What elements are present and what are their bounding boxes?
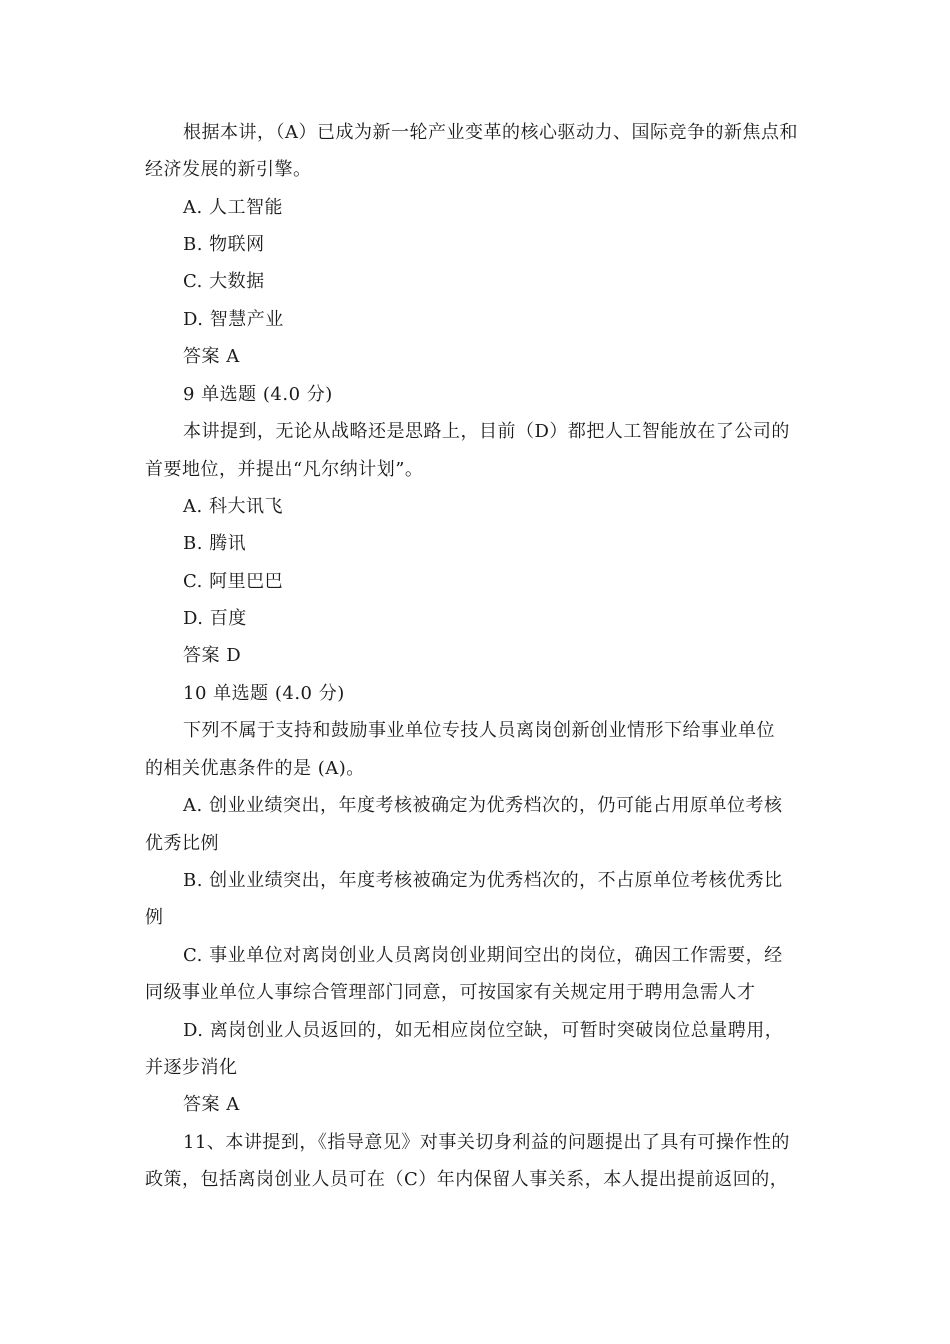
text-line-q10-stem-2: 的相关优惠条件的是 (A)。	[145, 758, 365, 779]
text-line-q10-opt-c-2: 同级事业单位人事综合管理部门同意，可按国家有关规定用于聘用急需人才	[145, 982, 756, 1003]
text-line-q8-opt-d: D. 智慧产业	[183, 309, 284, 330]
text-line-q10-opt-b-2: 例	[145, 907, 164, 928]
text-line-q9-opt-b: B. 腾讯	[183, 533, 247, 554]
text-line-q10-opt-b-1: B. 创业业绩突出，年度考核被确定为优秀档次的，不占原单位考核优秀比	[183, 870, 783, 891]
text-line-q8-opt-c: C. 大数据	[183, 271, 265, 292]
text-line-q9-opt-c: C. 阿里巴巴	[183, 571, 284, 592]
text-line-q10-opt-d-2: 并逐步消化	[145, 1057, 238, 1078]
text-line-q9-opt-d: D. 百度	[183, 608, 247, 629]
text-line-q9-stem-2: 首要地位，并提出“凡尔纳计划”。	[145, 459, 424, 480]
text-line-q9-stem-1: 本讲提到，无论从战略还是思路上，目前（D）都把人工智能放在了公司的	[183, 421, 790, 442]
text-line-q8-opt-b: B. 物联网	[183, 234, 265, 255]
text-line-q8-answer: 答案 A	[183, 346, 240, 367]
text-line-q10-opt-a-1: A. 创业业绩突出，年度考核被确定为优秀档次的，仍可能占用原单位考核	[183, 795, 783, 816]
text-line-q9-header: 9 单选题 (4.0 分)	[183, 384, 333, 405]
text-line-q10-opt-d-1: D. 离岗创业人员返回的，如无相应岗位空缺，可暂时突破岗位总量聘用，	[183, 1020, 784, 1041]
text-line-q10-answer: 答案 A	[183, 1094, 240, 1115]
text-line-q9-answer: 答案 D	[183, 645, 242, 666]
text-line-q8-opt-a: A. 人工智能	[183, 197, 283, 218]
text-line-q10-header: 10 单选题 (4.0 分)	[183, 683, 345, 704]
text-line-q8-stem-1: 根据本讲，（A）已成为新一轮产业变革的核心驱动力、国际竞争的新焦点和	[183, 122, 798, 143]
text-line-q10-stem-1: 下列不属于支持和鼓励事业单位专技人员离岗创新创业情形下给事业单位	[183, 720, 775, 741]
text-line-q11-stem-1: 11、本讲提到，《指导意见》对事关切身利益的问题提出了具有可操作性的	[183, 1132, 790, 1153]
text-line-q11-stem-2: 政策，包括离岗创业人员可在（C）年内保留人事关系，本人提出提前返回的，	[145, 1169, 789, 1190]
text-line-q10-opt-a-2: 优秀比例	[145, 833, 219, 854]
text-line-q9-opt-a: A. 科大讯飞	[183, 496, 283, 517]
text-line-q8-stem-2: 经济发展的新引擎。	[145, 159, 312, 180]
text-line-q10-opt-c-1: C. 事业单位对离岗创业人员离岗创业期间空出的岗位，确因工作需要，经	[183, 945, 783, 966]
